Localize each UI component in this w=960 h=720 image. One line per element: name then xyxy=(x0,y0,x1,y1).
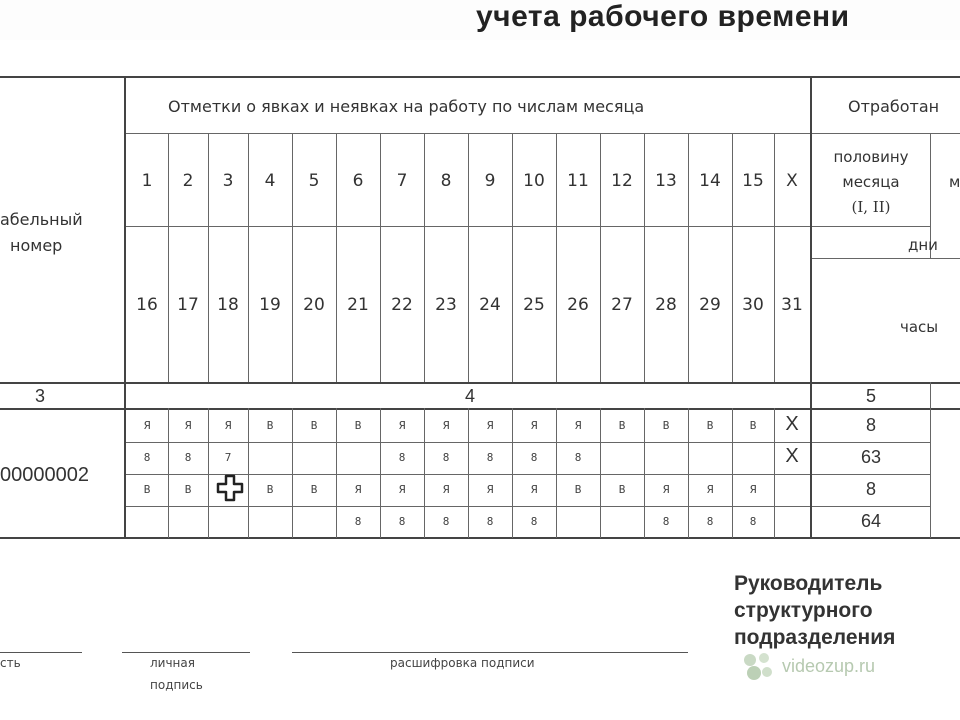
table-vline xyxy=(810,76,812,538)
day-number: 16 xyxy=(136,295,158,315)
signature-line-1 xyxy=(0,652,82,653)
day-number: 11 xyxy=(567,171,589,191)
attendance-mark: Я xyxy=(662,483,670,496)
attendance-mark: Я xyxy=(354,483,362,496)
worked-header: Отработан xyxy=(848,97,940,116)
cut-column-header: м xyxy=(949,173,960,191)
column-number-3: 3 xyxy=(34,386,45,406)
attendance-mark: 8 xyxy=(184,451,192,464)
day-number: X xyxy=(786,171,798,191)
attendance-mark: Я xyxy=(442,483,450,496)
cross-mark: X xyxy=(785,445,799,467)
employee-number: 00000002 xyxy=(0,464,89,486)
attendance-mark: 8 xyxy=(354,515,362,528)
attendance-mark: В xyxy=(266,483,274,496)
day-number: 14 xyxy=(699,171,721,191)
attendance-mark: В xyxy=(618,483,626,496)
signature-left-label: сть xyxy=(0,656,21,670)
day-number: 19 xyxy=(259,295,281,315)
attendance-mark: 8 xyxy=(706,515,714,528)
attendance-mark: Я xyxy=(442,419,450,432)
day-number: 27 xyxy=(611,295,633,315)
attendance-mark: 8 xyxy=(574,451,582,464)
day-number: 29 xyxy=(699,295,721,315)
attendance-mark: В xyxy=(354,419,362,432)
day-number: 18 xyxy=(217,295,239,315)
table-hline xyxy=(810,133,960,134)
day-number: 13 xyxy=(655,171,677,191)
day-number: 3 xyxy=(222,171,234,191)
table-hline xyxy=(0,76,960,78)
attendance-mark: 8 xyxy=(398,515,406,528)
table-hline xyxy=(0,382,960,384)
document-title: учета рабочего времени xyxy=(476,0,850,33)
half-month-line3: (I, II) xyxy=(851,198,891,216)
day-number: 5 xyxy=(308,171,320,191)
marks-header: Отметки о явках и неявках на работу по числам месяца xyxy=(168,97,645,116)
attendance-mark: В xyxy=(310,483,318,496)
day-number: 24 xyxy=(479,295,501,315)
signature-line-3 xyxy=(292,652,688,653)
personal-signature-line2: подпись xyxy=(150,678,203,692)
attendance-mark: 8 xyxy=(143,451,151,464)
attendance-mark: В xyxy=(310,419,318,432)
watermark-text: videozup.ru xyxy=(782,655,876,676)
manager-title: Руководитель структурного подразделения xyxy=(734,572,896,649)
day-number: 21 xyxy=(347,295,369,315)
attendance-mark: 8 xyxy=(442,451,450,464)
attendance-mark: 8 xyxy=(530,515,538,528)
table-hline xyxy=(810,226,930,227)
attendance-mark: 8 xyxy=(398,451,406,464)
day-number: 10 xyxy=(523,171,545,191)
day-number: 28 xyxy=(655,295,677,315)
attendance-mark: В xyxy=(143,483,151,496)
day-number: 6 xyxy=(352,171,364,191)
attendance-mark: В xyxy=(574,483,582,496)
attendance-mark: В xyxy=(266,419,274,432)
attendance-mark: 8 xyxy=(749,515,757,528)
day-number: 15 xyxy=(742,171,764,191)
cursor-cross-icon xyxy=(216,474,244,502)
attendance-mark: Я xyxy=(749,483,757,496)
day-number: 17 xyxy=(177,295,199,315)
attendance-mark: 8 xyxy=(442,515,450,528)
attendance-mark: В xyxy=(184,483,192,496)
column-number-5: 5 xyxy=(865,386,876,406)
table-vline xyxy=(930,382,931,538)
personnel-number-header-line2: номер xyxy=(10,236,63,255)
days-label: дни xyxy=(908,236,938,254)
personnel-number-header-line1: абельный xyxy=(0,210,83,229)
attendance-mark: Я xyxy=(184,419,192,432)
attendance-mark: В xyxy=(662,419,670,432)
table-hline xyxy=(0,537,960,539)
attendance-mark: В xyxy=(749,419,757,432)
day-number: 26 xyxy=(567,295,589,315)
column-number-4: 4 xyxy=(464,386,475,406)
attendance-mark: 8 xyxy=(486,451,494,464)
attendance-mark: Я xyxy=(486,483,494,496)
row-total: 63 xyxy=(860,447,882,467)
personal-signature-line1: личная xyxy=(150,656,195,670)
signature-decoding-label: расшифровка подписи xyxy=(390,656,535,670)
row-total: 8 xyxy=(865,415,876,435)
day-number: 9 xyxy=(484,171,496,191)
attendance-mark: 8 xyxy=(662,515,670,528)
half-month-line2: месяца xyxy=(842,173,900,191)
day-number: 30 xyxy=(742,295,764,315)
attendance-mark: 8 xyxy=(530,451,538,464)
day-number: 23 xyxy=(435,295,457,315)
attendance-mark: В xyxy=(706,419,714,432)
table-vline xyxy=(930,133,931,226)
attendance-mark: Я xyxy=(530,483,538,496)
day-number: 20 xyxy=(303,295,325,315)
attendance-mark: Я xyxy=(398,483,406,496)
day-number: 22 xyxy=(391,295,413,315)
videozup-logo-icon xyxy=(740,650,776,682)
day-number: 2 xyxy=(182,171,194,191)
day-number: 25 xyxy=(523,295,545,315)
signature-line-2 xyxy=(122,652,250,653)
row-total: 64 xyxy=(860,511,882,531)
day-number: 7 xyxy=(396,171,408,191)
table-hline xyxy=(126,133,812,134)
day-number: 12 xyxy=(611,171,633,191)
hours-label: часы xyxy=(900,318,939,336)
attendance-mark: 8 xyxy=(486,515,494,528)
day-number: 8 xyxy=(440,171,452,191)
day-number: 31 xyxy=(781,295,803,315)
attendance-mark: Я xyxy=(530,419,538,432)
attendance-mark: Я xyxy=(574,419,582,432)
attendance-mark: Я xyxy=(398,419,406,432)
attendance-mark: В xyxy=(618,419,626,432)
day-number: 4 xyxy=(264,171,276,191)
table-hline xyxy=(810,258,960,259)
cross-mark: X xyxy=(785,413,799,435)
row-total: 8 xyxy=(865,479,876,499)
attendance-mark: 7 xyxy=(224,451,232,464)
attendance-mark: Я xyxy=(706,483,714,496)
attendance-mark: Я xyxy=(143,419,151,432)
table-hline xyxy=(0,408,960,410)
table-hline xyxy=(126,226,812,227)
watermark xyxy=(740,650,875,682)
attendance-mark: Я xyxy=(486,419,494,432)
attendance-mark: Я xyxy=(224,419,232,432)
day-number: 1 xyxy=(141,171,153,191)
half-month-line1: половину xyxy=(833,148,909,166)
